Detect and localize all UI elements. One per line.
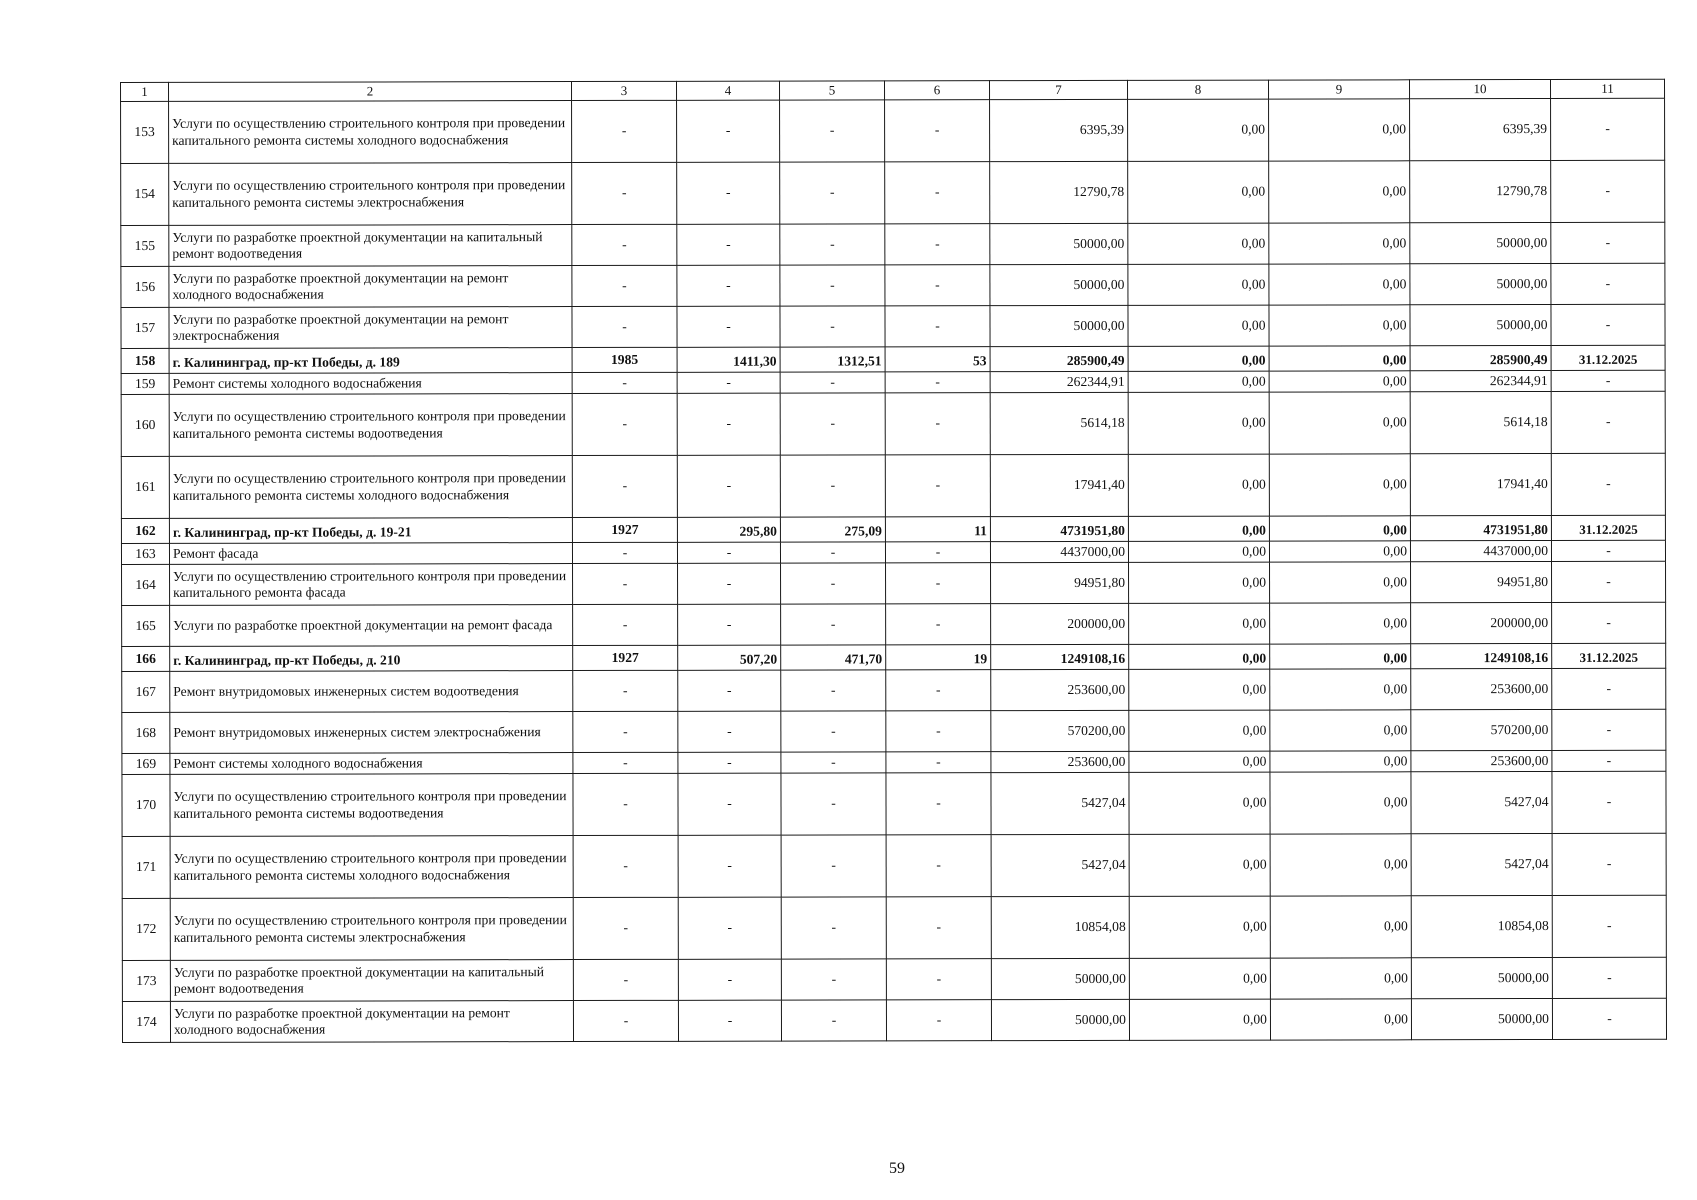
col-8-value: 0,00	[1129, 710, 1270, 751]
col-4-value: -	[677, 265, 780, 306]
row-number: 156	[121, 266, 169, 307]
col-9-value: 0,00	[1269, 516, 1410, 541]
col-11-deadline: -	[1551, 453, 1665, 515]
table-row	[122, 668, 1666, 712]
col-8-value: 0,00	[1129, 562, 1270, 603]
col-7-total-cost: 17941,40	[990, 454, 1128, 516]
col-3-value: -	[573, 959, 678, 1000]
col-7-total-cost: 4731951,80	[990, 516, 1128, 541]
col-6-value: -	[885, 265, 990, 306]
col-3-value: -	[573, 711, 678, 752]
col-8-value: 0,00	[1129, 751, 1270, 772]
col-4-value: -	[677, 455, 780, 517]
col-3-value: -	[573, 835, 678, 897]
col-9-value: 0,00	[1270, 644, 1411, 669]
col-7-total-cost: 12790,78	[990, 161, 1128, 223]
work-name: г. Калининград, пр-кт Победы, д. 210	[170, 646, 573, 672]
col-8-value: 0,00	[1129, 669, 1270, 710]
col-8-value: 0,00	[1128, 264, 1269, 305]
row-number: 168	[122, 712, 170, 753]
col-5-value: -	[780, 306, 885, 347]
col-6-value: -	[886, 959, 991, 1000]
col-7-total-cost: 10854,08	[991, 896, 1129, 958]
address-row	[121, 345, 1665, 373]
col-5-value: -	[780, 393, 885, 455]
row-number: 153	[121, 101, 169, 163]
col-3-value: -	[572, 393, 677, 455]
table-row	[121, 160, 1665, 225]
col-11-deadline: -	[1552, 561, 1666, 602]
col-9-value: 0,00	[1269, 346, 1410, 371]
col-6-value: -	[886, 835, 991, 897]
row-number: 157	[121, 307, 169, 348]
col-3-value: -	[573, 897, 678, 959]
col-7-total-cost: 6395,39	[990, 99, 1128, 161]
table-row	[122, 833, 1666, 898]
col-10-value: 50000,00	[1410, 305, 1551, 346]
col-4-value: 295,80	[677, 517, 780, 542]
work-name: Услуги по осуществлению строительного контроля при проведении капитального ремонта системы электроснабжения	[170, 898, 573, 961]
col-10-value: 50000,00	[1411, 958, 1552, 999]
column-header-8: 8	[1127, 80, 1268, 99]
col-11-deadline: -	[1551, 98, 1665, 160]
col-7-total-cost: 200000,00	[991, 603, 1129, 644]
col-5-value: -	[781, 897, 886, 959]
col-10-value: 262344,91	[1410, 371, 1551, 392]
work-name: Услуги по осуществлению строительного контроля при проведении капитального ремонта системы холодного водоснабжения	[169, 101, 572, 164]
col-5-value: -	[780, 542, 885, 563]
col-3-value: 1927	[573, 645, 678, 670]
col-10-value: 50000,00	[1410, 223, 1551, 264]
col-6-value: 19	[886, 645, 991, 670]
col-3-value: -	[573, 604, 678, 645]
col-4-value: -	[678, 773, 781, 835]
table-row	[122, 998, 1666, 1042]
col-10-value: 17941,40	[1410, 454, 1551, 516]
col-11-deadline: -	[1551, 222, 1665, 263]
col-11-deadline: -	[1552, 709, 1666, 750]
col-5-value: -	[780, 265, 885, 306]
col-11-deadline: -	[1551, 540, 1665, 561]
col-10-value: 1249108,16	[1411, 644, 1552, 669]
col-6-value: -	[886, 711, 991, 752]
col-8-value: 0,00	[1129, 603, 1270, 644]
work-name: Ремонт внутридомовых инженерных систем электроснабжения	[170, 712, 573, 754]
col-9-value: 0,00	[1270, 772, 1411, 834]
col-9-value: 0,00	[1270, 896, 1411, 958]
table-row	[121, 98, 1665, 163]
col-8-value: 0,00	[1128, 223, 1269, 264]
row-number: 170	[122, 774, 170, 836]
col-4-value: -	[677, 372, 780, 393]
col-7-total-cost: 253600,00	[991, 669, 1129, 710]
work-name: Услуги по осуществлению строительного контроля при проведении капитального ремонта фасада	[170, 564, 573, 606]
col-4-value: -	[678, 835, 781, 897]
col-6-value: -	[886, 897, 991, 959]
col-5-value: -	[780, 100, 885, 162]
col-4-value: -	[678, 897, 781, 959]
col-6-value: -	[886, 604, 991, 645]
col-9-value: 0,00	[1269, 99, 1410, 161]
col-9-value: 0,00	[1270, 999, 1411, 1040]
col-3-value: -	[572, 265, 677, 306]
col-9-value: 0,00	[1269, 264, 1410, 305]
table-row	[122, 709, 1666, 753]
col-7-total-cost: 94951,80	[991, 562, 1129, 603]
col-11-deadline: -	[1552, 833, 1666, 895]
column-header-1: 1	[121, 82, 169, 101]
col-5-value: -	[780, 455, 885, 517]
column-header-2: 2	[169, 82, 572, 102]
col-10-value: 4731951,80	[1410, 516, 1551, 541]
col-3-value: -	[572, 100, 677, 162]
col-7-total-cost: 50000,00	[990, 264, 1128, 305]
col-3-value: -	[572, 372, 677, 393]
col-4-value: -	[677, 542, 780, 563]
col-9-value: 0,00	[1270, 751, 1411, 772]
col-8-value: 0,00	[1128, 392, 1269, 454]
col-4-value: -	[677, 393, 780, 455]
col-6-value: -	[885, 306, 990, 347]
col-9-value: 0,00	[1269, 454, 1410, 516]
col-11-deadline: -	[1551, 370, 1665, 391]
col-8-value: 0,00	[1129, 772, 1270, 834]
work-name: Услуги по разработке проектной документации на ремонт фасада	[170, 605, 573, 647]
col-10-value: 5427,04	[1411, 772, 1552, 834]
col-4-value: -	[677, 162, 780, 224]
address-row	[122, 643, 1666, 671]
col-4-value: 507,20	[678, 645, 781, 670]
work-name: Услуги по разработке проектной документации на капитальный ремонт водоотведения	[170, 960, 573, 1002]
col-6-value: -	[886, 670, 991, 711]
row-number: 159	[121, 373, 169, 394]
col-7-total-cost: 50000,00	[990, 223, 1128, 264]
col-4-value: -	[678, 752, 781, 773]
col-7-total-cost: 50000,00	[990, 305, 1128, 346]
row-number: 154	[121, 163, 169, 225]
col-5-value: -	[780, 162, 885, 224]
row-number: 167	[122, 671, 170, 712]
col-4-value: -	[678, 604, 781, 645]
col-3-value: -	[573, 1000, 678, 1041]
column-header-3: 3	[572, 81, 677, 100]
row-number: 166	[122, 646, 170, 671]
col-3-value: -	[573, 773, 678, 835]
col-6-value: -	[886, 752, 991, 773]
work-name: Услуги по осуществлению строительного контроля при проведении капитального ремонта системы водоотведения	[169, 394, 572, 457]
row-number: 160	[121, 394, 169, 456]
col-3-value: -	[572, 455, 677, 517]
column-header-6: 6	[884, 81, 989, 100]
address-row	[121, 515, 1665, 543]
col-6-value: -	[885, 372, 990, 393]
col-10-value: 50000,00	[1411, 999, 1552, 1040]
col-10-value: 200000,00	[1411, 603, 1552, 644]
col-4-value: -	[677, 306, 780, 347]
table-row	[122, 895, 1666, 960]
table-body	[121, 98, 1667, 1042]
table-row	[122, 771, 1666, 836]
col-8-value: 0,00	[1129, 958, 1270, 999]
col-9-value: 0,00	[1270, 834, 1411, 896]
col-5-value: 275,09	[780, 517, 885, 542]
col-6-value: -	[885, 162, 990, 224]
col-3-value: -	[573, 752, 678, 773]
col-5-value: -	[780, 224, 885, 265]
col-8-value: 0,00	[1128, 99, 1269, 161]
work-name: Услуги по разработке проектной документации на капитальный ремонт водоотведения	[169, 225, 572, 267]
col-4-value: 1411,30	[677, 347, 780, 372]
col-9-value: 0,00	[1269, 392, 1410, 454]
col-7-total-cost: 5427,04	[991, 772, 1129, 834]
col-10-value: 253600,00	[1411, 751, 1552, 772]
work-name: Услуги по осуществлению строительного контроля при проведении капитального ремонта системы электроснабжения	[169, 163, 572, 226]
table-row	[121, 453, 1665, 518]
col-3-value: -	[572, 224, 677, 265]
work-name: Ремонт системы холодного водоснабжения	[169, 373, 572, 395]
col-6-value: -	[886, 1000, 991, 1041]
col-8-value: 0,00	[1128, 346, 1269, 371]
work-name: Ремонт фасада	[169, 543, 572, 565]
col-4-value: -	[677, 224, 780, 265]
work-name: Услуги по осуществлению строительного контроля при проведении капитального ремонта системы холодного водоснабжения	[170, 836, 573, 899]
col-9-value: 0,00	[1269, 223, 1410, 264]
col-5-value: -	[781, 752, 886, 773]
col-7-total-cost: 4437000,00	[990, 541, 1128, 562]
col-6-value: -	[885, 455, 990, 517]
col-4-value: -	[678, 959, 781, 1000]
col-5-value: -	[781, 1000, 886, 1041]
row-number: 165	[122, 605, 170, 646]
col-5-value: -	[781, 670, 886, 711]
col-7-total-cost: 50000,00	[991, 999, 1129, 1040]
work-name: г. Калининград, пр-кт Победы, д. 19-21	[169, 518, 572, 544]
col-11-deadline: 31.12.2025	[1551, 345, 1665, 370]
document-sheet	[120, 79, 1666, 1043]
col-5-value: -	[781, 773, 886, 835]
col-11-deadline: -	[1552, 750, 1666, 771]
row-number: 172	[122, 898, 170, 960]
col-11-deadline: -	[1552, 668, 1666, 709]
row-number: 173	[122, 960, 170, 1001]
col-10-value: 10854,08	[1411, 896, 1552, 958]
col-5-value: 471,70	[781, 645, 886, 670]
work-name: Ремонт системы холодного водоснабжения	[170, 753, 573, 775]
table-row	[122, 957, 1666, 1001]
col-4-value: -	[677, 100, 780, 162]
col-10-value: 285900,49	[1410, 346, 1551, 371]
work-name: Ремонт внутридомовых инженерных систем водоотведения	[170, 671, 573, 713]
col-6-value: -	[886, 563, 991, 604]
row-number: 158	[121, 348, 169, 373]
column-header-4: 4	[676, 81, 779, 100]
col-4-value: -	[678, 711, 781, 752]
work-name: Услуги по осуществлению строительного контроля при проведении капитального ремонта системы холодного водоснабжения	[169, 456, 572, 519]
col-10-value: 570200,00	[1411, 710, 1552, 751]
col-10-value: 50000,00	[1410, 264, 1551, 305]
col-7-total-cost: 50000,00	[991, 958, 1129, 999]
col-8-value: 0,00	[1129, 644, 1270, 669]
col-10-value: 12790,78	[1410, 161, 1551, 223]
row-number: 169	[122, 753, 170, 774]
table-row	[121, 304, 1665, 348]
work-name: Услуги по разработке проектной документации на ремонт холодного водоснабжения	[170, 1001, 573, 1043]
row-number: 174	[122, 1001, 170, 1042]
col-5-value: -	[781, 711, 886, 752]
col-9-value: 0,00	[1269, 161, 1410, 223]
row-number: 162	[121, 518, 169, 543]
column-header-9: 9	[1268, 80, 1409, 99]
col-9-value: 0,00	[1270, 669, 1411, 710]
col-9-value: 0,00	[1269, 371, 1410, 392]
col-3-value: 1985	[572, 347, 677, 372]
col-10-value: 253600,00	[1411, 669, 1552, 710]
col-4-value: -	[678, 670, 781, 711]
col-8-value: 0,00	[1128, 161, 1269, 223]
row-number: 161	[121, 456, 169, 518]
col-11-deadline: -	[1552, 895, 1666, 957]
col-11-deadline: -	[1551, 391, 1665, 453]
column-header-5: 5	[779, 81, 884, 100]
col-9-value: 0,00	[1270, 603, 1411, 644]
col-8-value: 0,00	[1128, 371, 1269, 392]
col-8-value: 0,00	[1128, 516, 1269, 541]
col-10-value: 6395,39	[1410, 99, 1551, 161]
work-name: Услуги по осуществлению строительного контроля при проведении капитального ремонта системы водоотведения	[170, 774, 573, 837]
col-9-value: 0,00	[1269, 541, 1410, 562]
col-10-value: 94951,80	[1411, 562, 1552, 603]
col-11-deadline: -	[1552, 957, 1666, 998]
col-11-deadline: 31.12.2025	[1552, 643, 1666, 668]
col-6-value: -	[885, 393, 990, 455]
table-row	[121, 222, 1665, 266]
col-9-value: 0,00	[1270, 710, 1411, 751]
col-11-deadline: -	[1551, 304, 1665, 345]
col-11-deadline: -	[1552, 998, 1666, 1039]
row-number: 163	[121, 543, 169, 564]
page-number: 59	[889, 1160, 905, 1177]
col-7-total-cost: 1249108,16	[991, 644, 1129, 669]
col-6-value: -	[885, 100, 990, 162]
col-8-value: 0,00	[1128, 541, 1269, 562]
row-number: 164	[122, 564, 170, 605]
work-name: Услуги по разработке проектной документации на ремонт холодного водоснабжения	[169, 266, 572, 308]
col-3-value: -	[573, 563, 678, 604]
capital-repair-table	[120, 79, 1667, 1043]
col-5-value: -	[781, 835, 886, 897]
table-row	[122, 602, 1666, 646]
col-4-value: -	[678, 1000, 781, 1041]
col-8-value: 0,00	[1129, 834, 1270, 896]
col-6-value: 53	[885, 347, 990, 372]
col-11-deadline: -	[1552, 771, 1666, 833]
col-7-total-cost: 253600,00	[991, 751, 1129, 772]
col-7-total-cost: 5427,04	[991, 834, 1129, 896]
col-6-value: 11	[885, 517, 990, 542]
col-3-value: -	[572, 162, 677, 224]
col-9-value: 0,00	[1269, 305, 1410, 346]
row-number: 171	[122, 836, 170, 898]
col-4-value: -	[678, 563, 781, 604]
row-number: 155	[121, 225, 169, 266]
column-header-7: 7	[989, 80, 1127, 99]
work-name: г. Калининград, пр-кт Победы, д. 189	[169, 348, 572, 374]
table-row	[121, 391, 1665, 456]
column-header-11: 11	[1550, 79, 1664, 98]
col-5-value: 1312,51	[780, 347, 885, 372]
col-10-value: 4437000,00	[1410, 541, 1551, 562]
col-3-value: -	[572, 542, 677, 563]
col-3-value: -	[573, 670, 678, 711]
col-10-value: 5427,04	[1411, 834, 1552, 896]
col-7-total-cost: 5614,18	[990, 392, 1128, 454]
col-8-value: 0,00	[1129, 896, 1270, 958]
col-7-total-cost: 262344,91	[990, 371, 1128, 392]
col-6-value: -	[886, 773, 991, 835]
column-header-10: 10	[1409, 80, 1550, 99]
col-7-total-cost: 285900,49	[990, 346, 1128, 371]
col-11-deadline: -	[1552, 602, 1666, 643]
col-8-value: 0,00	[1129, 999, 1270, 1040]
col-6-value: -	[885, 224, 990, 265]
table-row	[122, 561, 1666, 605]
col-9-value: 0,00	[1270, 958, 1411, 999]
col-9-value: 0,00	[1270, 562, 1411, 603]
col-5-value: -	[780, 372, 885, 393]
col-7-total-cost: 570200,00	[991, 710, 1129, 751]
col-5-value: -	[781, 604, 886, 645]
col-8-value: 0,00	[1128, 454, 1269, 516]
col-5-value: -	[781, 959, 886, 1000]
col-11-deadline: -	[1551, 160, 1665, 222]
col-5-value: -	[781, 563, 886, 604]
col-11-deadline: -	[1551, 263, 1665, 304]
work-name: Услуги по разработке проектной документации на ремонт электроснабжения	[169, 307, 572, 349]
col-11-deadline: 31.12.2025	[1551, 515, 1665, 540]
col-6-value: -	[885, 542, 990, 563]
col-3-value: 1927	[572, 517, 677, 542]
table-row	[121, 263, 1665, 307]
col-8-value: 0,00	[1128, 305, 1269, 346]
col-3-value: -	[572, 306, 677, 347]
col-10-value: 5614,18	[1410, 392, 1551, 454]
